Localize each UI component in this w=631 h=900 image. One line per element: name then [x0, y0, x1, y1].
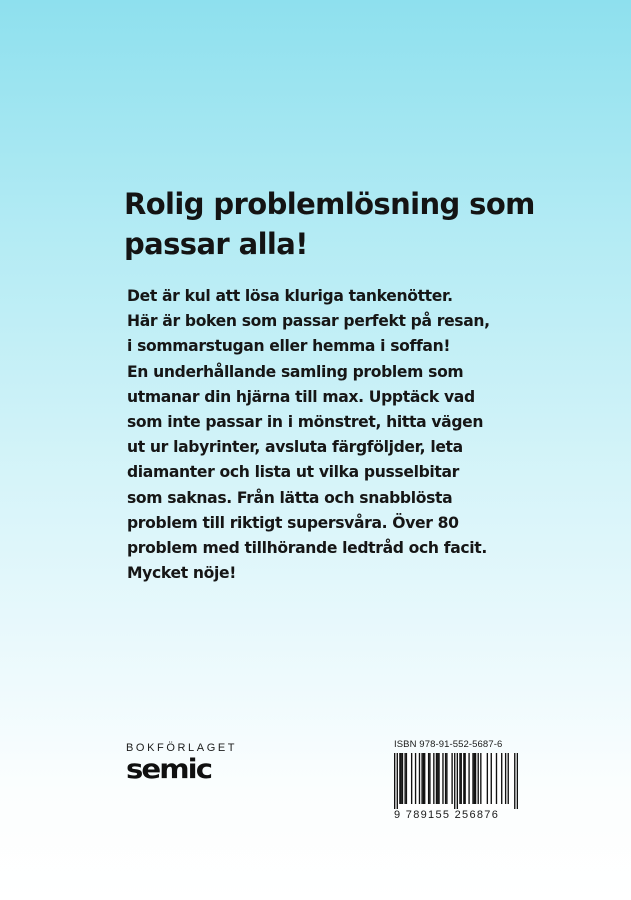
barcode-bar	[402, 753, 403, 804]
blurb-line: Här är boken som passar perfekt på resan,	[127, 312, 490, 331]
barcode-bar	[487, 753, 488, 804]
barcode-bar	[514, 753, 515, 809]
barcode-bar	[429, 753, 430, 804]
barcode-bar	[423, 753, 424, 804]
barcode-bar	[394, 753, 395, 809]
blurb-line: utmanar din hjärna till max. Upptäck vad	[127, 387, 475, 406]
blurb-line: problem till riktigt supersvåra. Över 80	[127, 513, 459, 532]
barcode-bar	[397, 753, 398, 809]
barcode-bar	[399, 753, 400, 804]
barcode-bar	[404, 753, 405, 804]
barcode-bar	[480, 753, 481, 804]
barcode-bar	[437, 753, 438, 804]
headline	[124, 184, 544, 264]
barcode-bar	[517, 753, 518, 809]
barcode-bar	[411, 753, 412, 804]
barcode-bar	[401, 753, 402, 804]
headline-line: Rolig problemlösning som	[124, 187, 535, 221]
barcode-bar	[419, 753, 420, 804]
barcode-bar	[505, 753, 506, 804]
publisher-name: BOKFÖRLAGET	[126, 742, 238, 754]
barcode-bar	[478, 753, 479, 804]
barcode-bar	[415, 753, 416, 804]
blurb-line: problem med tillhörande ledtråd och facit.	[127, 539, 487, 558]
isbn-block	[394, 739, 518, 821]
publisher-logo	[126, 741, 250, 785]
barcode-bar	[451, 753, 452, 804]
barcode-bar	[501, 753, 502, 804]
barcode-bar	[491, 753, 492, 804]
barcode-bar	[428, 753, 429, 804]
barcode-digits: 9 789155 256876	[394, 809, 500, 821]
barcode-bar	[406, 753, 407, 804]
barcode-bar	[442, 753, 443, 804]
barcode-bar	[474, 753, 475, 804]
barcode-bar	[508, 753, 509, 804]
barcode-bar	[463, 753, 464, 804]
blurb-line: En underhållande samling problem som	[127, 362, 464, 381]
blurb-line: diamanter och lista ut vilka pusselbitar	[127, 463, 460, 482]
blurb-line: Det är kul att lösa kluriga tankenötter.	[127, 287, 453, 305]
barcode-bar	[464, 753, 465, 804]
barcode-bar	[459, 753, 460, 804]
barcode-bar	[457, 753, 458, 809]
blurb-text	[127, 284, 527, 586]
barcode-bar	[446, 753, 447, 804]
barcode-bar	[475, 753, 476, 804]
barcode-bar	[421, 753, 422, 804]
barcode-bar	[424, 753, 425, 804]
barcode	[394, 753, 518, 809]
barcode-bar	[472, 753, 473, 804]
blurb-line: i sommarstugan eller hemma i soffan!	[127, 337, 451, 356]
isbn-label: ISBN 978-91-552-5687-6	[394, 739, 503, 750]
barcode-bar	[436, 753, 437, 804]
barcode-bar	[468, 753, 469, 804]
barcode-bar	[445, 753, 446, 804]
barcode-bar	[454, 753, 455, 809]
blurb-line: ut ur labyrinter, avsluta färgföljder, leta	[127, 438, 463, 457]
blurb-line: som inte passar in i mönstret, hitta vägen	[127, 413, 484, 432]
publisher-brand: semic	[126, 754, 212, 785]
blurb-line: Mycket nöje!	[127, 564, 236, 583]
barcode-bar	[433, 753, 434, 804]
blurb-line: som saknas. Från lätta och snabblösta	[127, 488, 453, 507]
headline-line: passar alla!	[124, 227, 308, 261]
barcode-bar	[461, 753, 462, 804]
barcode-bar	[496, 753, 497, 804]
barcode-bar	[438, 753, 439, 804]
